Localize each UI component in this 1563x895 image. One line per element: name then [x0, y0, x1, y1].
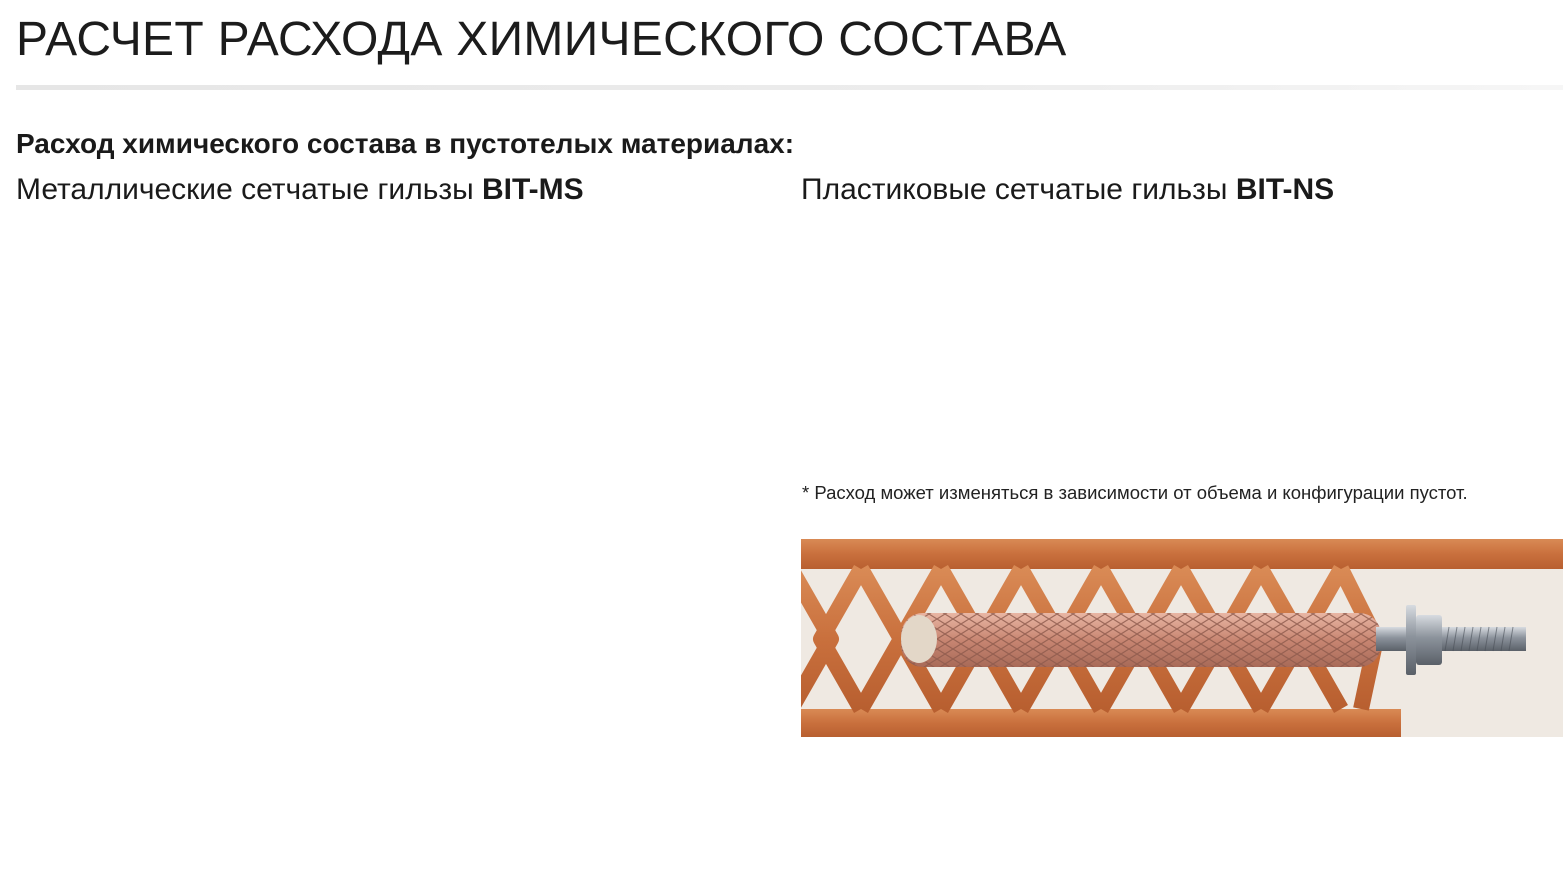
right-table-heading	[801, 173, 1334, 207]
footnote: * Расход может изменяться в зависимости от объема и конфигурации пустот.	[802, 482, 1468, 503]
right-heading-text: Пластиковые сетчатые гильзы	[801, 173, 1236, 206]
page-title: РАСЧЕТ РАСХОДА ХИМИЧЕСКОГО СОСТАВА	[16, 13, 1067, 66]
section-subtitle: Расход химического состава в пустотелых материалах:	[16, 128, 795, 159]
anchor-sleeve-photo	[801, 539, 1563, 737]
left-heading-text: Металлические сетчатые гильзы	[16, 173, 482, 206]
left-table-heading	[16, 173, 584, 207]
left-heading-product: BIT-MS	[481, 173, 584, 206]
right-heading-product: BIT-NS	[1235, 173, 1335, 206]
anchor-in-brick-illustration	[801, 539, 1563, 737]
title-divider	[16, 85, 1563, 90]
